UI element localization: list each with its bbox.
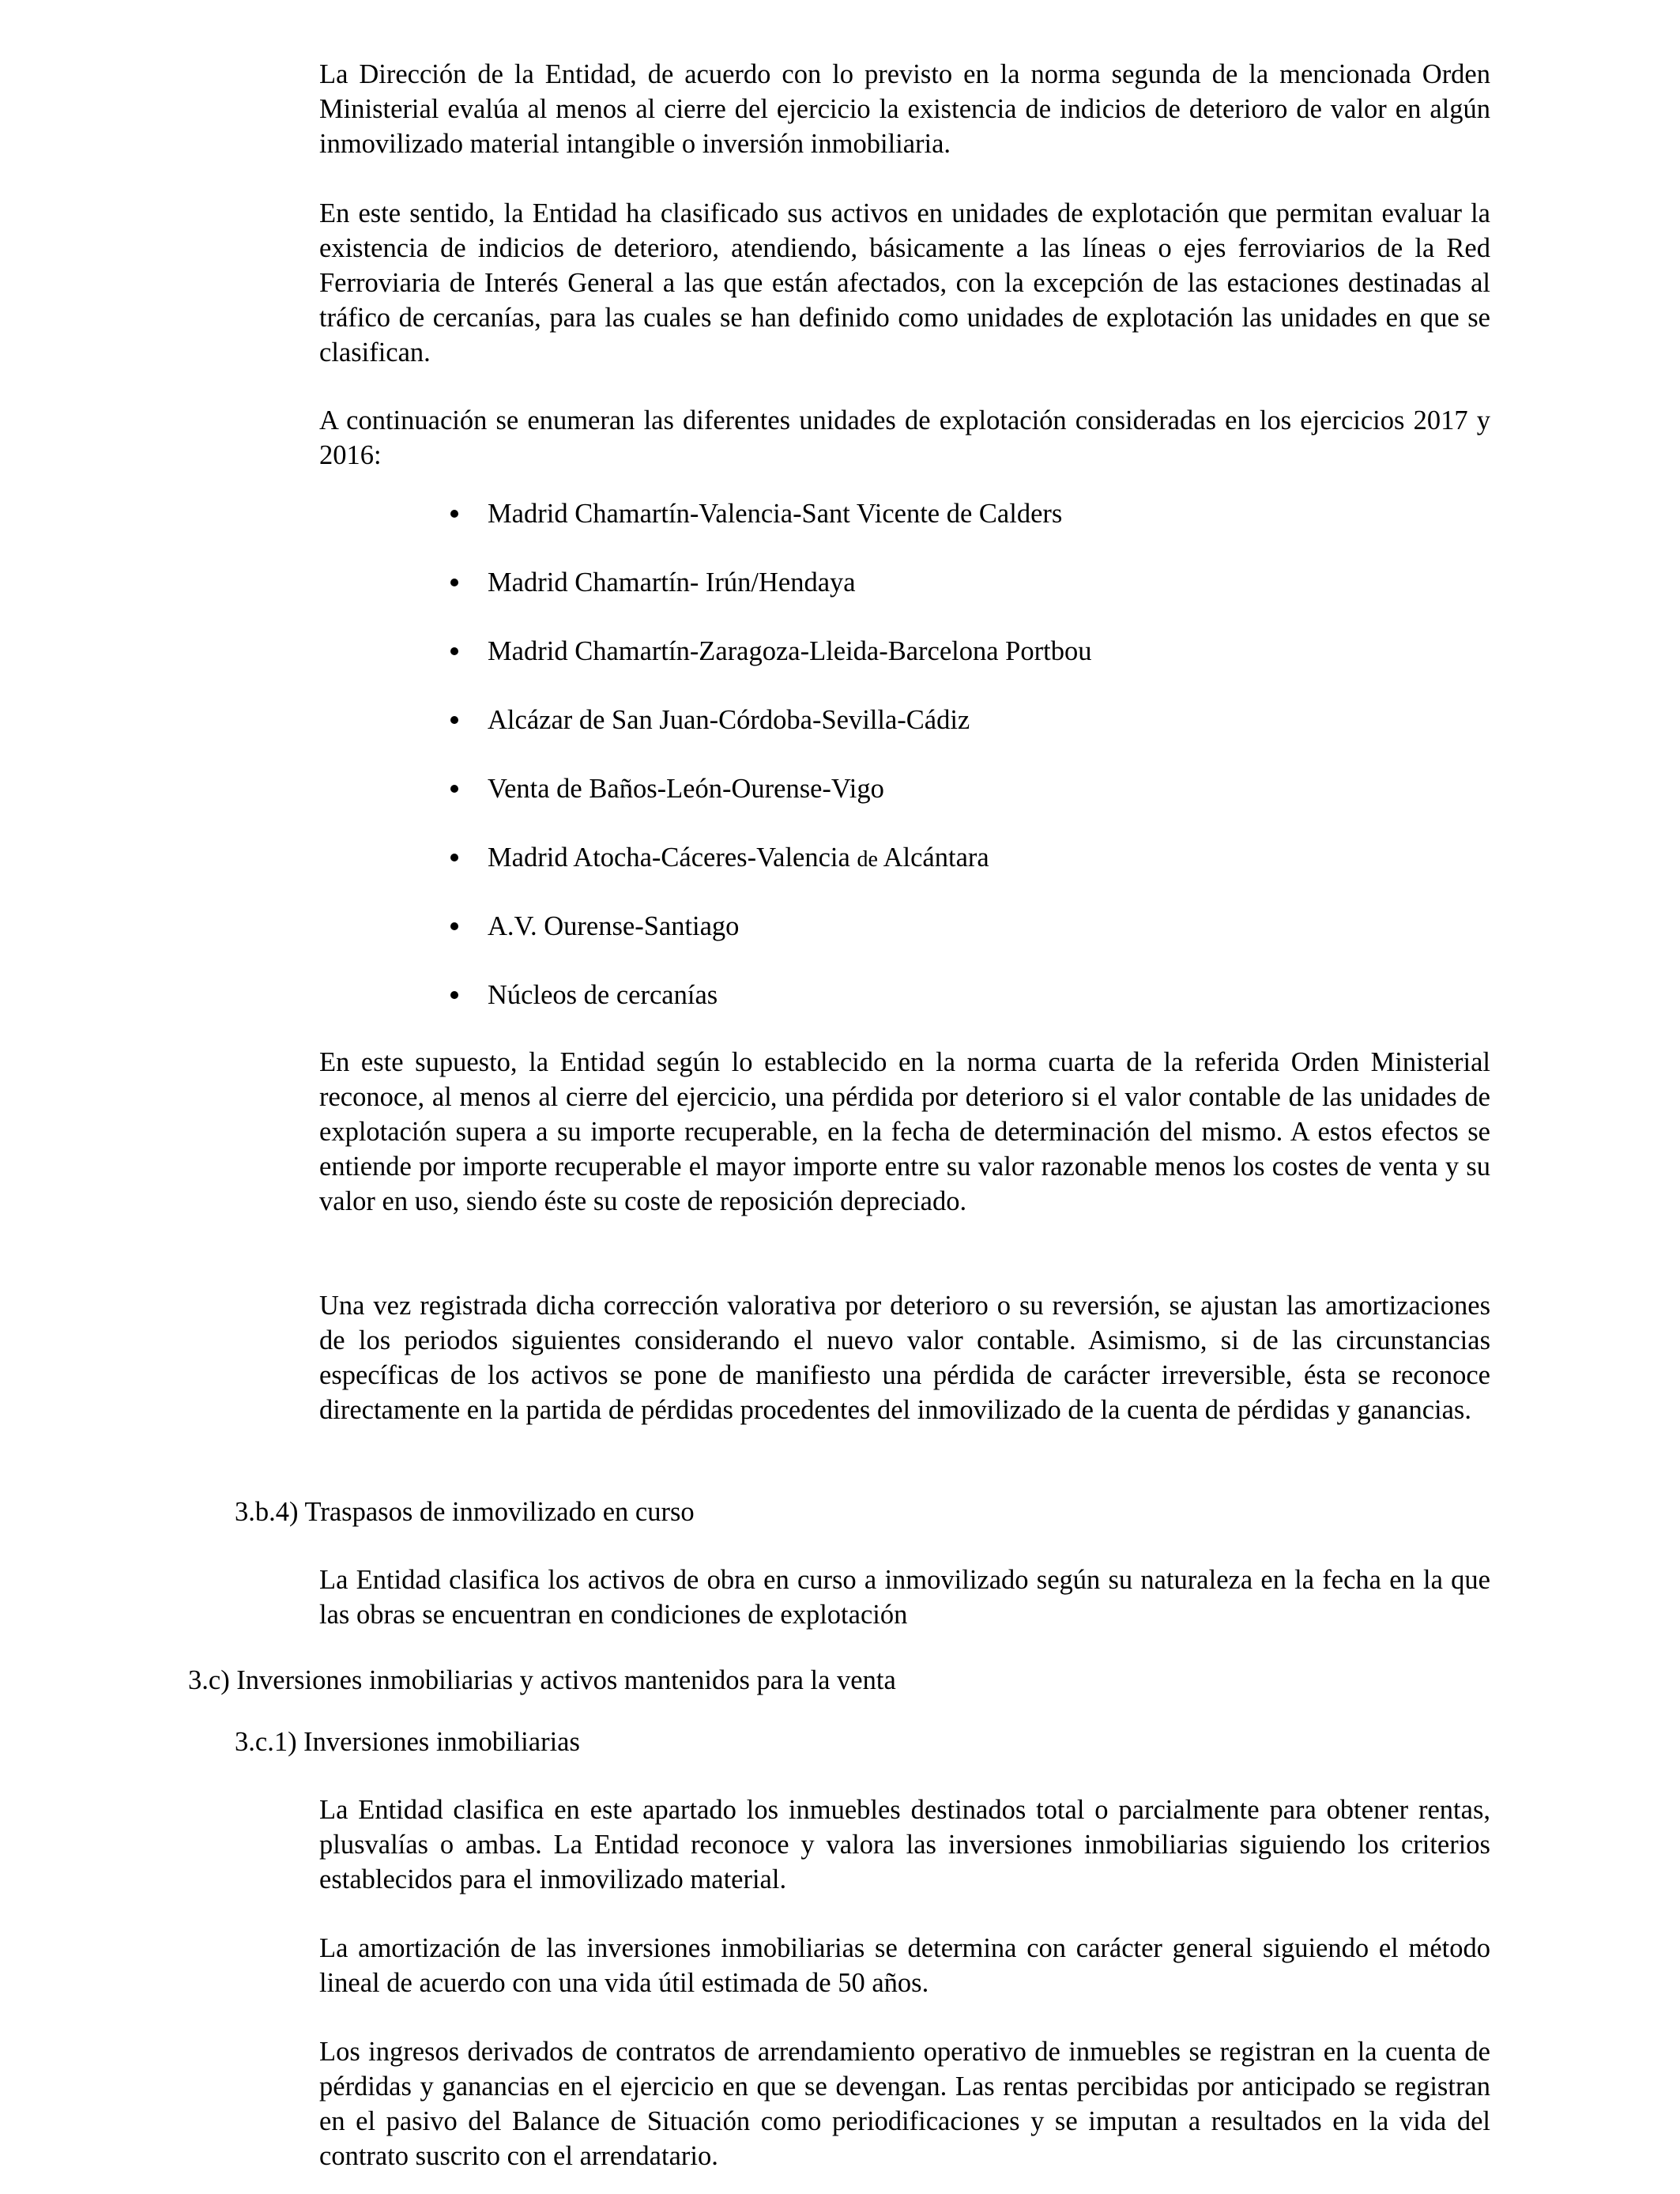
paragraph-lease-income: Los ingresos derivados de contratos de arrendamiento operativo de inmuebles se registran en la cuenta de pérdidas y ganancias en el ejercicio en que se devengan. Las rentas percibidas por anticipado se registran en el pasivo del Balance de Situación como periodificaciones y se imputan a resultados en la vida del contrato suscrito con el arrendatario.	[319, 2037, 1490, 2171]
list-item-text: Venta de Baños-León-Ourense-Vigo	[488, 774, 884, 804]
list-item	[0, 703, 1264, 737]
list-item	[0, 634, 1264, 669]
paragraph-depreciation: La amortización de las inversiones inmobiliarias se determina con carácter general siguiendo el método lineal de acuerdo con una vida útil estimada de 50 años.	[319, 1933, 1490, 1998]
bullet-icon	[450, 647, 458, 655]
list-item	[0, 565, 1264, 600]
paragraph-impairment-loss: En este supuesto, la Entidad según lo establecido en la norma cuarta de la referida Orden Ministerial reconoce, al menos al cierre del ejercicio, una pérdida por deterioro si el valor contable de las unidades de explotación supera a su importe recuperable, en la fecha de determinación del mismo. A estos efectos se entiende por importe recuperable el mayor importe entre su valor razonable menos los costes de venta y su valor en uso, siendo éste su coste de reposición depreciado.	[319, 1047, 1490, 1216]
list-item	[0, 978, 1264, 1012]
bullet-icon	[450, 922, 458, 930]
list-item-text: Madrid Chamartín-Zaragoza-Lleida-Barcelona Portbou	[488, 636, 1092, 666]
heading-3b4: 3.b.4) Traspasos de inmovilizado en curso	[235, 1497, 695, 1527]
bullet-icon	[450, 510, 458, 518]
list-item	[0, 840, 1264, 875]
paragraph-real-estate-investments: La Entidad clasifica en este apartado los inmuebles destinados total o parcialmente para obtener rentas, plusvalías o ambas. La Entidad reconoce y valora las inversiones inmobiliarias siguiendo los criterios establecidos para el inmovilizado material.	[319, 1795, 1490, 1894]
list-item-text: Madrid Chamartín- Irún/Hendaya	[488, 567, 856, 598]
paragraph-impairment-assessment: La Dirección de la Entidad, de acuerdo con lo previsto en la norma segunda de la mencionada Orden Ministerial evalúa al menos al cierre del ejercicio la existencia de indicios de deterioro de valor en algún inmovilizado material intangible o inversión inmobiliaria.	[319, 59, 1490, 159]
bullet-icon	[450, 854, 458, 861]
bullet-icon	[450, 579, 458, 586]
list-item-text	[488, 840, 989, 877]
list-item	[0, 496, 1264, 531]
bullet-icon	[450, 991, 458, 999]
list-item-text: Núcleos de cercanías	[488, 980, 718, 1010]
list-item-text-small: de	[857, 847, 878, 872]
bullet-icon	[450, 716, 458, 724]
paragraph-work-in-progress: La Entidad clasifica los activos de obra en curso a inmovilizado según su naturaleza en la fecha en la que las obras se encuentran en condiciones de explotación	[319, 1565, 1490, 1630]
list-item	[0, 771, 1264, 806]
list-item-text-tail: Alcántara	[877, 843, 989, 873]
list-item-text: Alcázar de San Juan-Córdoba-Sevilla-Cádiz	[488, 705, 970, 735]
list-item-text-main: Madrid Atocha-Cáceres-Valencia	[488, 843, 857, 873]
list-item-text: Madrid Chamartín-Valencia-Sant Vicente de Calders	[488, 499, 1063, 529]
paragraph-cash-generating-units: En este sentido, la Entidad ha clasificado sus activos en unidades de explotación que permitan evaluar la existencia de indicios de deterioro, atendiendo, básicamente a las líneas o ejes ferroviarios de la Red Ferroviaria de Interés General a las que están afectados, con la excepción de las estaciones destinadas al tráfico de cercanías, para las cuales se han definido como unidades de explotación las unidades en que se clasifican.	[319, 198, 1490, 368]
paragraph-units-intro: A continuación se enumeran las diferentes unidades de explotación consideradas en los ejercicios 2017 y 2016:	[319, 405, 1490, 470]
heading-3c: 3.c) Inversiones inmobiliarias y activos mantenidos para la venta	[188, 1665, 896, 1695]
list-item-text: A.V. Ourense-Santiago	[488, 911, 740, 941]
heading-3c1: 3.c.1) Inversiones inmobiliarias	[235, 1727, 580, 1757]
paragraph-valuation-correction: Una vez registrada dicha corrección valorativa por deterioro o su reversión, se ajustan las amortizaciones de los periodos siguientes considerando el nuevo valor contable. Asimismo, si de las circunstancias específicas de los activos se pone de manifiesto una pérdida de carácter irreversible, ésta se reconoce directamente en la partida de pérdidas procedentes del inmovilizado de la cuenta de pérdidas y ganancias.	[319, 1291, 1490, 1425]
list-item	[0, 909, 1264, 944]
bullet-icon	[450, 785, 458, 793]
